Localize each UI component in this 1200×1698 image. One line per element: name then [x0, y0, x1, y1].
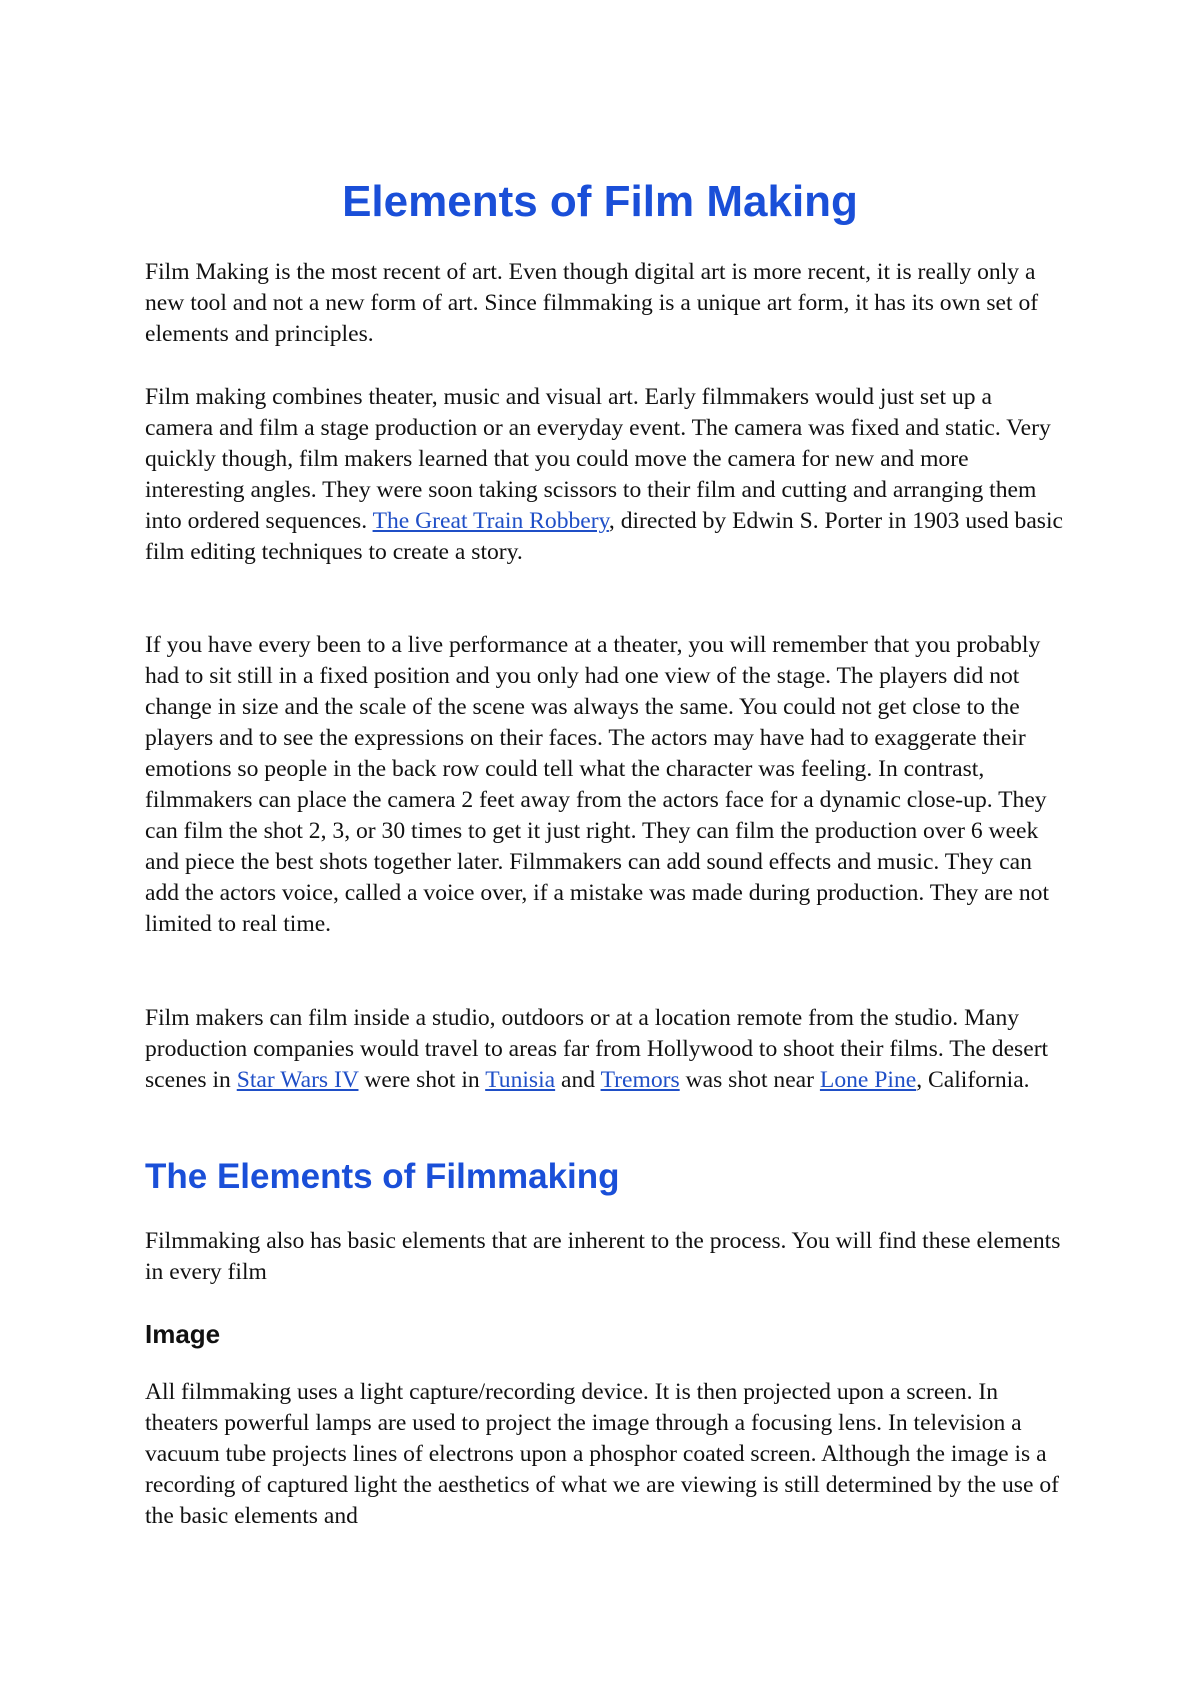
great-train-robbery-link[interactable]: The Great Train Robbery	[372, 508, 609, 534]
lone-pine-link[interactable]: Lone Pine	[819, 1067, 917, 1093]
locations-text-2: were shot in	[358, 1067, 486, 1093]
history-text-after-link: , directed by Edwin S. Porter in 1903 used basic film editing techniques to create a story.	[145, 508, 1064, 565]
locations-paragraph	[145, 1003, 1065, 1096]
section-heading: The Elements of Filmmaking	[145, 1157, 620, 1196]
history-text-before-link: Film making combines theater, music and visual art. Early filmmakers would just set up a camera and film a stage production or an everyday event. The camera was fixed and static. Very quickly though, film makers learned that you could move the camera for new and more interesting angles. They were soon taking scissors to their film and cutting and arranging them into ordered sequences.	[145, 384, 1051, 534]
locations-text-1: Film makers can film inside a studio, outdoors or at a location remote from the studio. Many production companies would travel to areas far from Hollywood to shoot their films. The desert scenes in	[145, 1005, 1049, 1093]
intro-paragraph: Film Making is the most recent of art. Even though digital art is more recent, it is really only a new tool and not a new form of art. Since filmmaking is a unique art form, it has its own set of elements and principles.	[145, 259, 1039, 347]
image-subheading: Image	[145, 1319, 221, 1349]
locations-text-3: and	[555, 1067, 601, 1093]
history-paragraph	[145, 382, 1065, 568]
locations-text-4: was shot near	[679, 1067, 820, 1093]
theater-comparison-paragraph: If you have every been to a live performance at a theater, you will remember that you probably had to sit still in a fixed position and you only had one view of the stage. The players did not change in size and the scale of the scene was always the same. You could not get close to the players and to see the expressions on their faces. The actors may have had to exaggerate their emotions so people in the back row could tell what the character was feeling. In contrast, filmmakers can place the camera 2 feet away from the actors face for a dynamic close-up. They can film the shot 2, 3, or 30 times to get it just right. They can film the production over 6 week and piece the best shots together later. Filmmakers can add sound effects and music. They can add the actors voice, called a voice over, if a mistake was made during production. They are not limited to real time.	[145, 632, 1050, 937]
tunisia-link[interactable]: Tunisia	[485, 1067, 556, 1093]
tremors-link[interactable]: Tremors	[600, 1067, 680, 1093]
locations-text-5: , California.	[916, 1067, 1030, 1093]
star-wars-link[interactable]: Star Wars IV	[236, 1067, 359, 1093]
elements-intro-paragraph: Filmmaking also has basic elements that are inherent to the process. You will find these elements in every film	[145, 1228, 1061, 1285]
document-title: Elements of Film Making	[342, 177, 858, 226]
image-paragraph: All filmmaking uses a light capture/recording device. It is then projected upon a screen. In theaters powerful lamps are used to project the image through a focusing lens. In television a vacuum tube projects lines of electrons upon a phosphor coated screen. Although the image is a recording of captured light the aesthetics of what we are viewing is still determined by the use of the basic elements and	[145, 1379, 1059, 1529]
